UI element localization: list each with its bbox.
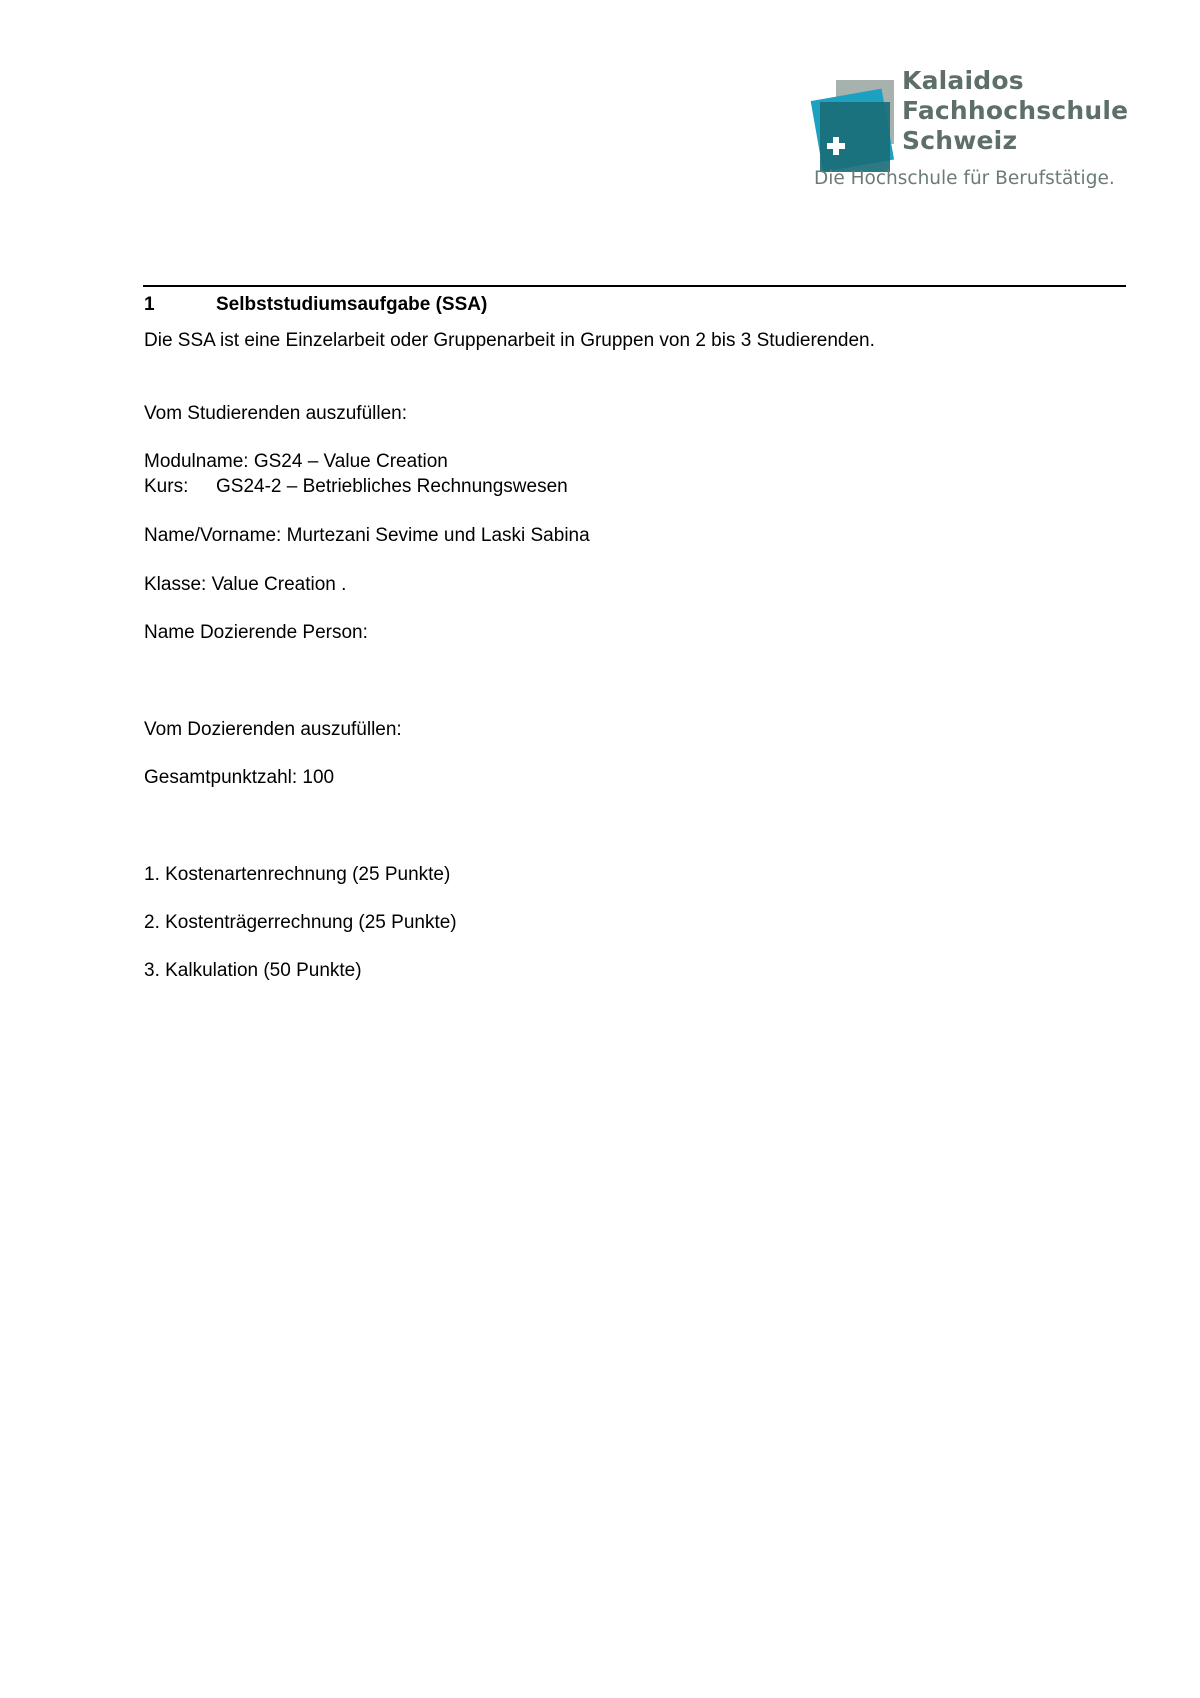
header-divider [143,285,1126,287]
section-number: 1 [144,294,155,315]
task-item-1: 1. Kostenartenrechnung (25 Punkte) [144,864,451,885]
kurs-label: Kurs: [144,476,189,497]
task-item-2: 2. Kostenträgerrechnung (25 Punkte) [144,912,457,933]
institution-logo [806,66,1136,196]
modulname-line: Modulname: GS24 – Value Creation [144,451,448,472]
total-points-line: Gesamtpunktzahl: 100 [144,767,335,788]
student-heading: Vom Studierenden auszufüllen: [144,403,408,424]
logo-name-line-1: Kalaidos [902,66,1024,95]
section-title: Selbststudiumsaufgabe (SSA) [216,294,488,315]
section-heading [144,293,487,317]
kurs-value: GS24-2 – Betriebliches Rechnungswesen [216,476,568,497]
klasse-line: Klasse: Value Creation . [144,574,347,595]
dozent-line: Name Dozierende Person: [144,622,368,643]
logo-wordmark [902,66,1128,156]
lecturer-heading: Vom Dozierenden auszufüllen: [144,719,402,740]
logo-name-line-2: Fachhochschule [902,96,1129,125]
task-item-3: 3. Kalkulation (50 Punkte) [144,960,362,981]
logo-tagline: Die Hochschule für Berufstätige. [814,168,1115,189]
kurs-line [144,475,568,499]
section-intro: Die SSA ist eine Einzelarbeit oder Gruppenarbeit in Gruppen von 2 bis 3 Studierenden. [144,330,875,351]
swiss-cross-logo-icon [806,80,902,176]
name-line: Name/Vorname: Murtezani Sevime und Laski Sabina [144,525,590,546]
logo-name-line-3: Schweiz [902,126,1018,155]
